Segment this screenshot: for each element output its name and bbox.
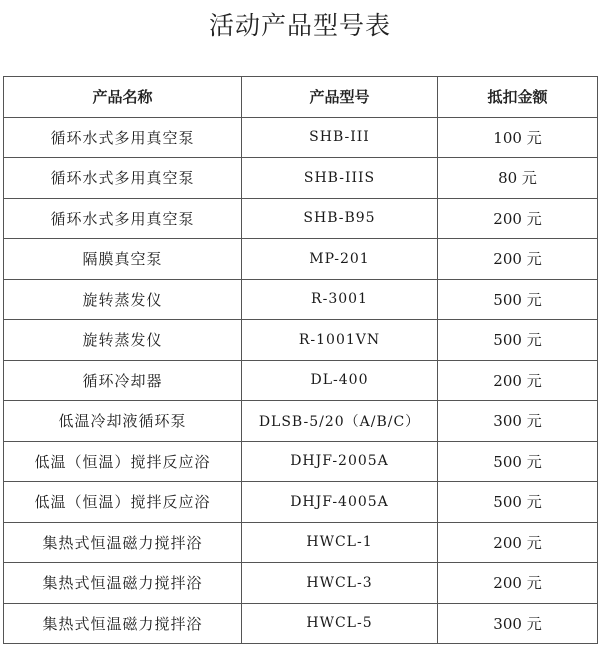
discount-amount-cell: 500 元	[438, 320, 598, 361]
product-name-cell: 循环水式多用真空泵	[4, 198, 242, 239]
product-name-cell: 集热式恒温磁力搅拌浴	[4, 563, 242, 604]
product-model-cell: HWCL-5	[242, 603, 438, 644]
discount-amount-cell: 300 元	[438, 401, 598, 442]
table-row	[4, 482, 598, 523]
table-header-row	[4, 77, 598, 118]
table-row	[4, 441, 598, 482]
discount-amount-cell: 80 元	[438, 158, 598, 199]
table-row	[4, 279, 598, 320]
product-model-cell: DL-400	[242, 360, 438, 401]
discount-amount-cell: 500 元	[438, 279, 598, 320]
discount-amount-cell: 200 元	[438, 522, 598, 563]
table-row	[4, 522, 598, 563]
product-name-cell: 循环水式多用真空泵	[4, 117, 242, 158]
product-name-cell: 旋转蒸发仪	[4, 320, 242, 361]
product-model-cell: HWCL-3	[242, 563, 438, 604]
discount-amount-cell: 500 元	[438, 482, 598, 523]
product-name-cell: 低温冷却液循环泵	[4, 401, 242, 442]
product-model-cell: DHJF-4005A	[242, 482, 438, 523]
product-model-cell: R-1001VN	[242, 320, 438, 361]
product-name-cell: 循环冷却器	[4, 360, 242, 401]
header-product-model: 产品型号	[242, 77, 438, 118]
discount-amount-cell: 500 元	[438, 441, 598, 482]
table-row	[4, 117, 598, 158]
table-row	[4, 603, 598, 644]
product-model-cell: SHB-III	[242, 117, 438, 158]
product-model-cell: SHB-IIIS	[242, 158, 438, 199]
table-row	[4, 158, 598, 199]
product-model-cell: SHB-B95	[242, 198, 438, 239]
discount-amount-cell: 300 元	[438, 603, 598, 644]
product-model-cell: HWCL-1	[242, 522, 438, 563]
discount-amount-cell: 200 元	[438, 360, 598, 401]
page-title: 活动产品型号表	[208, 11, 391, 40]
header-discount-amount: 抵扣金额	[438, 77, 598, 118]
product-name-cell: 隔膜真空泵	[4, 239, 242, 280]
product-name-cell: 集热式恒温磁力搅拌浴	[4, 522, 242, 563]
table-row	[4, 320, 598, 361]
table-row	[4, 401, 598, 442]
product-name-cell: 旋转蒸发仪	[4, 279, 242, 320]
discount-amount-cell: 200 元	[438, 239, 598, 280]
product-table	[3, 76, 598, 644]
discount-amount-cell: 100 元	[438, 117, 598, 158]
product-model-cell: MP-201	[242, 239, 438, 280]
table-row	[4, 198, 598, 239]
product-name-cell: 低温（恒温）搅拌反应浴	[4, 441, 242, 482]
table-row	[4, 239, 598, 280]
product-name-cell: 低温（恒温）搅拌反应浴	[4, 482, 242, 523]
header-product-name: 产品名称	[4, 77, 242, 118]
product-name-cell: 集热式恒温磁力搅拌浴	[4, 603, 242, 644]
product-model-cell: R-3001	[242, 279, 438, 320]
product-model-cell: DHJF-2005A	[242, 441, 438, 482]
discount-amount-cell: 200 元	[438, 198, 598, 239]
product-name-cell: 循环水式多用真空泵	[4, 158, 242, 199]
discount-amount-cell: 200 元	[438, 563, 598, 604]
table-row	[4, 563, 598, 604]
product-model-cell: DLSB-5/20（A/B/C）	[242, 401, 438, 442]
table-row	[4, 360, 598, 401]
